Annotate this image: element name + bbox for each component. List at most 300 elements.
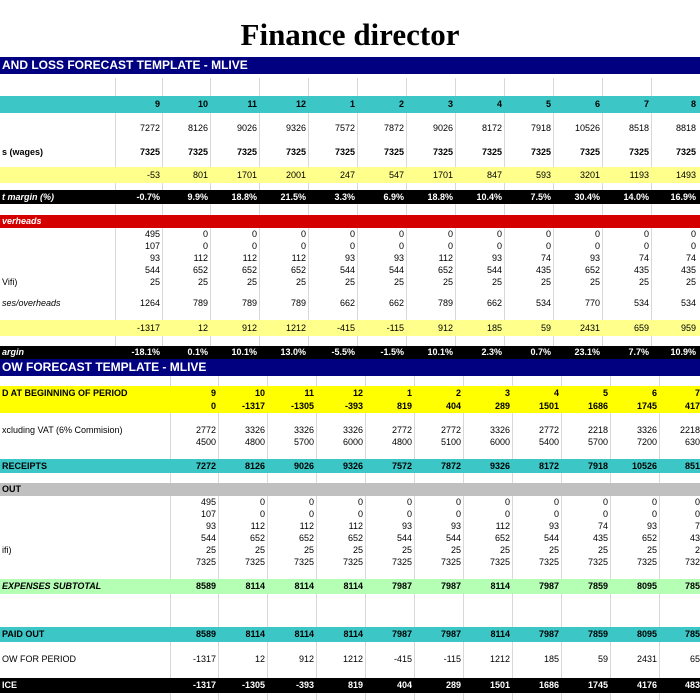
cell-value[interactable]: 3326 — [342, 425, 363, 435]
cell-value[interactable]: 14.0% — [623, 192, 649, 202]
cell-value[interactable]: -393 — [344, 401, 363, 411]
cell-value[interactable]: 2431 — [579, 323, 600, 333]
cell-value[interactable]: 9026 — [236, 123, 257, 133]
cell-value[interactable]: 112 — [438, 253, 453, 263]
cell-value[interactable]: 544 — [388, 265, 404, 275]
cell-value[interactable]: 25 — [646, 545, 657, 555]
cell-value[interactable]: 3 — [504, 388, 510, 398]
cell-value[interactable]: 10 — [197, 99, 208, 109]
cell-value[interactable]: 25 — [303, 545, 314, 555]
cell-value[interactable]: -53 — [146, 170, 160, 180]
cell-value[interactable]: 912 — [298, 654, 314, 664]
cell-value[interactable]: 0 — [594, 229, 600, 239]
cell-value[interactable]: 544 — [144, 265, 160, 275]
cell-value[interactable]: 3326 — [489, 425, 510, 435]
cell-value[interactable]: 247 — [339, 170, 355, 180]
cell-value[interactable]: -1305 — [290, 401, 314, 411]
cell-value[interactable]: -5.5% — [331, 347, 355, 357]
cell-value[interactable]: 112 — [348, 521, 363, 531]
cell-value[interactable]: 789 — [437, 298, 453, 308]
cell-value[interactable]: 25 — [499, 545, 510, 555]
cell-value[interactable]: 7325 — [432, 147, 453, 157]
cell-value[interactable]: 8518 — [628, 123, 649, 133]
cell-value[interactable]: 7 — [643, 99, 649, 109]
cell-value[interactable]: 6.9% — [383, 192, 404, 202]
cell-value[interactable]: 819 — [396, 401, 412, 411]
cell-value[interactable]: 0 — [300, 229, 306, 239]
cell-value[interactable]: 534 — [633, 298, 649, 308]
cell-value[interactable]: 4 — [553, 388, 559, 398]
cell-value[interactable]: 0 — [251, 229, 257, 239]
cell-value[interactable]: 7325 — [342, 557, 363, 567]
cell-value[interactable]: 25 — [589, 277, 600, 287]
cell-value[interactable]: 662 — [339, 298, 355, 308]
cell-value[interactable]: 0 — [643, 241, 649, 251]
cell-value[interactable]: 593 — [535, 170, 551, 180]
cell-value[interactable]: 1 — [406, 388, 412, 398]
cell-value[interactable]: 23.1% — [574, 347, 600, 357]
cell-value[interactable]: 7325 — [139, 147, 160, 157]
cell-value[interactable]: 5100 — [440, 437, 461, 447]
cell-value[interactable]: 0 — [210, 401, 216, 411]
cell-value[interactable]: 289 — [494, 401, 510, 411]
cell-value[interactable]: 0 — [455, 509, 461, 519]
cell-value[interactable]: 25 — [393, 277, 404, 287]
cell-value[interactable]: 8 — [690, 99, 696, 109]
cell-value[interactable]: 12 — [254, 654, 265, 664]
cell-value[interactable]: 544 — [486, 265, 502, 275]
cell-value[interactable]: 4800 — [244, 437, 265, 447]
cell-value[interactable]: 0.1% — [187, 347, 208, 357]
cell-value[interactable]: 185 — [543, 654, 559, 664]
cell-value[interactable]: 0 — [398, 229, 404, 239]
cell-value[interactable]: 652 — [192, 265, 208, 275]
cell-value[interactable]: 7325 — [440, 557, 461, 567]
cell-value[interactable]: 789 — [241, 298, 257, 308]
cell-value[interactable]: 0 — [496, 229, 502, 239]
cell-value[interactable]: 7325 — [538, 557, 559, 567]
cell-value[interactable]: 7872 — [383, 123, 404, 133]
cell-value[interactable]: 5400 — [538, 437, 559, 447]
cell-value[interactable]: 93 — [646, 521, 657, 531]
cell-value[interactable]: 8114 — [245, 581, 265, 591]
cell-value[interactable]: 7 — [694, 521, 700, 531]
cell-value[interactable]: -1305 — [241, 680, 265, 690]
cell-value[interactable]: 10 — [254, 388, 265, 398]
cell-value[interactable]: 8114 — [294, 581, 314, 591]
cell-value[interactable]: 0 — [602, 497, 608, 507]
cell-value[interactable]: 8172 — [481, 123, 502, 133]
cell-value[interactable]: 7859 — [587, 581, 608, 591]
cell-value[interactable]: 93 — [149, 253, 160, 263]
cell-value[interactable]: 25 — [548, 545, 559, 555]
cell-value[interactable]: 10.9% — [670, 347, 696, 357]
cell-value[interactable]: 0 — [651, 509, 657, 519]
cell-value[interactable]: 25 — [401, 545, 412, 555]
cell-value[interactable]: 417 — [684, 401, 700, 411]
cell-value[interactable]: 7325 — [383, 147, 404, 157]
cell-value[interactable]: 435 — [633, 265, 649, 275]
cell-value[interactable]: 2772 — [391, 425, 412, 435]
cell-value[interactable]: 25 — [540, 277, 551, 287]
cell-value[interactable]: 6 — [651, 388, 657, 398]
cell-value[interactable]: 7987 — [440, 629, 461, 639]
cell-value[interactable]: 1686 — [587, 401, 608, 411]
cell-value[interactable]: 18.8% — [427, 192, 453, 202]
cell-value[interactable]: 0 — [300, 241, 306, 251]
cell-value[interactable]: 2 — [694, 545, 700, 555]
cell-value[interactable]: -1317 — [241, 401, 265, 411]
cell-value[interactable]: 3.3% — [334, 192, 355, 202]
cell-value[interactable]: 785 — [684, 581, 700, 591]
cell-value[interactable]: 0 — [251, 241, 257, 251]
cell-value[interactable]: 534 — [680, 298, 696, 308]
cell-value[interactable]: 93 — [393, 253, 404, 263]
cell-value[interactable]: 0 — [504, 509, 510, 519]
cell-value[interactable]: 9326 — [285, 123, 306, 133]
cell-value[interactable]: 8172 — [538, 461, 559, 471]
cell-value[interactable]: 107 — [200, 509, 216, 519]
cell-value[interactable]: 25 — [352, 545, 363, 555]
cell-value[interactable]: 4 — [496, 99, 502, 109]
cell-value[interactable]: 65 — [689, 654, 700, 664]
cell-value[interactable]: 0 — [694, 509, 700, 519]
cell-value[interactable]: 8114 — [490, 629, 510, 639]
cell-value[interactable]: 4176 — [636, 680, 657, 690]
cell-value[interactable]: 912 — [241, 323, 257, 333]
cell-value[interactable]: 652 — [298, 533, 314, 543]
cell-value[interactable]: 2218 — [679, 425, 700, 435]
cell-value[interactable]: 652 — [347, 533, 363, 543]
cell-value[interactable]: 0 — [496, 241, 502, 251]
cell-value[interactable]: 0 — [308, 509, 314, 519]
cell-value[interactable]: 1212 — [489, 654, 510, 664]
cell-value[interactable]: -18.1% — [131, 347, 160, 357]
cell-value[interactable]: 25 — [149, 277, 160, 287]
cell-value[interactable]: 851 — [684, 461, 700, 471]
cell-value[interactable]: 483 — [684, 680, 700, 690]
cell-value[interactable]: 7325 — [481, 147, 502, 157]
cell-value[interactable]: 12 — [352, 388, 363, 398]
cell-value[interactable]: 8114 — [294, 629, 314, 639]
cell-value[interactable]: 770 — [584, 298, 600, 308]
cell-value[interactable]: 7325 — [293, 557, 314, 567]
cell-value[interactable]: 93 — [205, 521, 216, 531]
cell-value[interactable]: 10526 — [574, 123, 600, 133]
cell-value[interactable]: 0 — [545, 229, 551, 239]
cell-value[interactable]: 8126 — [244, 461, 265, 471]
cell-value[interactable]: 1501 — [538, 401, 559, 411]
cell-value[interactable]: 3326 — [636, 425, 657, 435]
cell-value[interactable]: 25 — [597, 545, 608, 555]
cell-value[interactable]: 732 — [684, 557, 700, 567]
cell-value[interactable]: 652 — [641, 533, 657, 543]
cell-value[interactable]: 495 — [200, 497, 216, 507]
cell-value[interactable]: 3 — [447, 99, 453, 109]
cell-value[interactable]: 93 — [450, 521, 461, 531]
cell-value[interactable]: 7987 — [391, 581, 412, 591]
cell-value[interactable]: 404 — [445, 401, 461, 411]
cell-value[interactable]: 789 — [192, 298, 208, 308]
cell-value[interactable]: 1701 — [236, 170, 257, 180]
cell-value[interactable]: 25 — [197, 277, 208, 287]
cell-value[interactable]: 0 — [202, 241, 208, 251]
cell-value[interactable]: 7325 — [489, 557, 510, 567]
cell-value[interactable]: 0 — [406, 497, 412, 507]
cell-value[interactable]: 12 — [197, 323, 208, 333]
cell-value[interactable]: 1501 — [489, 680, 510, 690]
cell-value[interactable]: 112 — [291, 253, 306, 263]
cell-value[interactable]: 7325 — [236, 147, 257, 157]
cell-value[interactable]: 652 — [290, 265, 306, 275]
cell-value[interactable]: 7325 — [628, 147, 649, 157]
cell-value[interactable]: -415 — [336, 323, 355, 333]
cell-value[interactable]: 10.4% — [476, 192, 502, 202]
cell-value[interactable]: 8114 — [490, 581, 510, 591]
cell-value[interactable]: 7325 — [587, 557, 608, 567]
cell-value[interactable]: 0 — [594, 241, 600, 251]
cell-value[interactable]: 7987 — [538, 629, 559, 639]
cell-value[interactable]: -1317 — [192, 654, 216, 664]
cell-value[interactable]: 7325 — [285, 147, 306, 157]
cell-value[interactable]: 630 — [684, 437, 700, 447]
cell-value[interactable]: 112 — [242, 253, 257, 263]
cell-value[interactable]: 7572 — [391, 461, 412, 471]
cell-value[interactable]: 662 — [388, 298, 404, 308]
cell-value[interactable]: 3326 — [293, 425, 314, 435]
cell-value[interactable]: 7987 — [391, 629, 412, 639]
cell-value[interactable]: 3326 — [244, 425, 265, 435]
cell-value[interactable]: 8114 — [245, 629, 265, 639]
cell-value[interactable]: 7272 — [195, 461, 216, 471]
cell-value[interactable]: 185 — [486, 323, 502, 333]
cell-value[interactable]: 435 — [535, 265, 551, 275]
cell-value[interactable]: -1.5% — [380, 347, 404, 357]
cell-value[interactable]: 652 — [437, 265, 453, 275]
cell-value[interactable]: 59 — [540, 323, 551, 333]
cell-value[interactable]: 25 — [344, 277, 355, 287]
cell-value[interactable]: 435 — [680, 265, 696, 275]
cell-value[interactable]: 2431 — [636, 654, 657, 664]
cell-value[interactable]: 93 — [589, 253, 600, 263]
cell-value[interactable]: 112 — [193, 253, 208, 263]
cell-value[interactable]: 544 — [543, 533, 559, 543]
cell-value[interactable]: 0 — [447, 229, 453, 239]
cell-value[interactable]: 7325 — [391, 557, 412, 567]
cell-value[interactable]: 4800 — [391, 437, 412, 447]
cell-value[interactable]: 1 — [349, 99, 355, 109]
cell-value[interactable]: 1193 — [629, 170, 649, 180]
cell-value[interactable]: 0 — [259, 497, 265, 507]
cell-value[interactable]: 21.5% — [280, 192, 306, 202]
cell-value[interactable]: 5 — [545, 99, 551, 109]
cell-value[interactable]: 2001 — [285, 170, 306, 180]
cell-value[interactable]: 534 — [535, 298, 551, 308]
cell-value[interactable]: 10.1% — [427, 347, 453, 357]
cell-value[interactable]: 18.8% — [231, 192, 257, 202]
cell-value[interactable]: 74 — [638, 253, 649, 263]
cell-value[interactable]: 7987 — [538, 581, 559, 591]
cell-value[interactable]: 0 — [553, 497, 559, 507]
cell-value[interactable]: -1317 — [192, 680, 216, 690]
cell-value[interactable]: 74 — [685, 253, 696, 263]
cell-value[interactable]: 0 — [643, 229, 649, 239]
cell-value[interactable]: -393 — [295, 680, 314, 690]
cell-value[interactable]: 1264 — [139, 298, 160, 308]
cell-value[interactable]: 7272 — [139, 123, 160, 133]
cell-value[interactable]: 9 — [210, 388, 216, 398]
cell-value[interactable]: 912 — [437, 323, 453, 333]
cell-value[interactable]: 10.1% — [231, 347, 257, 357]
cell-value[interactable]: 289 — [445, 680, 461, 690]
cell-value[interactable]: 112 — [495, 521, 510, 531]
cell-value[interactable]: 74 — [540, 253, 551, 263]
cell-value[interactable]: 25 — [450, 545, 461, 555]
cell-value[interactable]: 0 — [357, 509, 363, 519]
cell-value[interactable]: 0 — [349, 229, 355, 239]
cell-value[interactable]: 7859 — [587, 629, 608, 639]
cell-value[interactable]: 25 — [685, 277, 696, 287]
cell-value[interactable]: 25 — [254, 545, 265, 555]
cell-value[interactable]: 0 — [202, 229, 208, 239]
cell-value[interactable]: 2 — [455, 388, 461, 398]
cell-value[interactable]: 12 — [295, 99, 306, 109]
cell-value[interactable]: 495 — [144, 229, 160, 239]
cell-value[interactable]: 9 — [154, 99, 160, 109]
cell-value[interactable]: 8114 — [343, 629, 363, 639]
cell-value[interactable]: 7325 — [530, 147, 551, 157]
cell-value[interactable]: 0 — [651, 497, 657, 507]
cell-value[interactable]: 652 — [241, 265, 257, 275]
cell-value[interactable]: 544 — [339, 265, 355, 275]
cell-value[interactable]: 0 — [694, 497, 700, 507]
cell-value[interactable]: 2 — [398, 99, 404, 109]
cell-value[interactable]: 5700 — [587, 437, 608, 447]
cell-value[interactable]: 1212 — [285, 323, 306, 333]
cell-value[interactable]: 25 — [205, 545, 216, 555]
cell-value[interactable]: 0 — [504, 497, 510, 507]
cell-value[interactable]: 74 — [597, 521, 608, 531]
cell-value[interactable]: 652 — [584, 265, 600, 275]
cell-value[interactable]: 1212 — [342, 654, 363, 664]
cell-value[interactable]: 93 — [491, 253, 502, 263]
cell-value[interactable]: 107 — [144, 241, 160, 251]
cell-value[interactable]: 9326 — [489, 461, 510, 471]
cell-value[interactable]: 25 — [638, 277, 649, 287]
cell-value[interactable]: 7325 — [334, 147, 355, 157]
cell-value[interactable]: 8818 — [675, 123, 696, 133]
cell-value[interactable]: 7.7% — [628, 347, 649, 357]
cell-value[interactable]: 8114 — [343, 581, 363, 591]
cell-value[interactable]: 544 — [200, 533, 216, 543]
cell-value[interactable]: 2218 — [587, 425, 608, 435]
cell-value[interactable]: 652 — [494, 533, 510, 543]
cell-value[interactable]: 1686 — [538, 680, 559, 690]
cell-value[interactable]: 0 — [690, 229, 696, 239]
cell-value[interactable]: 0 — [447, 241, 453, 251]
cell-value[interactable]: 2772 — [538, 425, 559, 435]
cell-value[interactable]: -415 — [393, 654, 412, 664]
cell-value[interactable]: 7325 — [244, 557, 265, 567]
cell-value[interactable]: 7200 — [636, 437, 657, 447]
cell-value[interactable]: 0 — [545, 241, 551, 251]
cell-value[interactable]: 0 — [455, 497, 461, 507]
cell-value[interactable]: 2.3% — [481, 347, 502, 357]
cell-value[interactable]: 8095 — [636, 629, 657, 639]
cell-value[interactable]: 3201 — [579, 170, 600, 180]
cell-value[interactable]: 8126 — [187, 123, 208, 133]
cell-value[interactable]: 0 — [553, 509, 559, 519]
cell-value[interactable]: 43 — [689, 533, 700, 543]
cell-value[interactable]: 11 — [247, 99, 257, 109]
cell-value[interactable]: 0 — [308, 497, 314, 507]
cell-value[interactable]: 435 — [592, 533, 608, 543]
cell-value[interactable]: 5700 — [293, 437, 314, 447]
cell-value[interactable]: 9026 — [432, 123, 453, 133]
cell-value[interactable]: 59 — [597, 654, 608, 664]
cell-value[interactable]: 8589 — [195, 629, 216, 639]
cell-value[interactable]: 16.9% — [670, 192, 696, 202]
cell-value[interactable]: 819 — [347, 680, 363, 690]
cell-value[interactable]: 6000 — [342, 437, 363, 447]
cell-value[interactable]: 93 — [548, 521, 559, 531]
cell-value[interactable]: 7 — [694, 388, 700, 398]
cell-value[interactable]: 544 — [445, 533, 461, 543]
cell-value[interactable]: 662 — [486, 298, 502, 308]
cell-value[interactable]: 0 — [602, 509, 608, 519]
cell-value[interactable]: 0 — [349, 241, 355, 251]
cell-value[interactable]: 801 — [192, 170, 208, 180]
cell-value[interactable]: 7572 — [334, 123, 355, 133]
cell-value[interactable]: 30.4% — [574, 192, 600, 202]
cell-value[interactable]: 5 — [602, 388, 608, 398]
cell-value[interactable]: 112 — [299, 521, 314, 531]
cell-value[interactable]: 25 — [442, 277, 453, 287]
cell-value[interactable]: 7325 — [636, 557, 657, 567]
cell-value[interactable]: 404 — [396, 680, 412, 690]
cell-value[interactable]: 6000 — [489, 437, 510, 447]
cell-value[interactable]: 7325 — [675, 147, 696, 157]
cell-value[interactable]: 0 — [259, 509, 265, 519]
cell-value[interactable]: -115 — [386, 323, 404, 333]
cell-value[interactable]: 1493 — [675, 170, 696, 180]
cell-value[interactable]: 7325 — [579, 147, 600, 157]
cell-value[interactable]: 93 — [344, 253, 355, 263]
cell-value[interactable]: 7918 — [587, 461, 608, 471]
cell-value[interactable]: 11 — [304, 388, 314, 398]
cell-value[interactable]: 847 — [486, 170, 502, 180]
cell-value[interactable]: 789 — [290, 298, 306, 308]
cell-value[interactable]: -115 — [443, 654, 461, 664]
cell-value[interactable]: 13.0% — [280, 347, 306, 357]
cell-value[interactable]: 7872 — [440, 461, 461, 471]
cell-value[interactable]: 0 — [690, 241, 696, 251]
cell-value[interactable]: 8589 — [195, 581, 216, 591]
cell-value[interactable]: 9326 — [342, 461, 363, 471]
cell-value[interactable]: -1317 — [136, 323, 160, 333]
cell-value[interactable]: 0 — [357, 497, 363, 507]
cell-value[interactable]: 2772 — [440, 425, 461, 435]
cell-value[interactable]: 7.5% — [530, 192, 551, 202]
cell-value[interactable]: 7918 — [530, 123, 551, 133]
cell-value[interactable]: 9026 — [293, 461, 314, 471]
cell-value[interactable]: 25 — [491, 277, 502, 287]
cell-value[interactable]: -0.7% — [136, 192, 160, 202]
cell-value[interactable]: 544 — [396, 533, 412, 543]
cell-value[interactable]: 7325 — [195, 557, 216, 567]
cell-value[interactable]: 6 — [594, 99, 600, 109]
cell-value[interactable]: 4500 — [195, 437, 216, 447]
